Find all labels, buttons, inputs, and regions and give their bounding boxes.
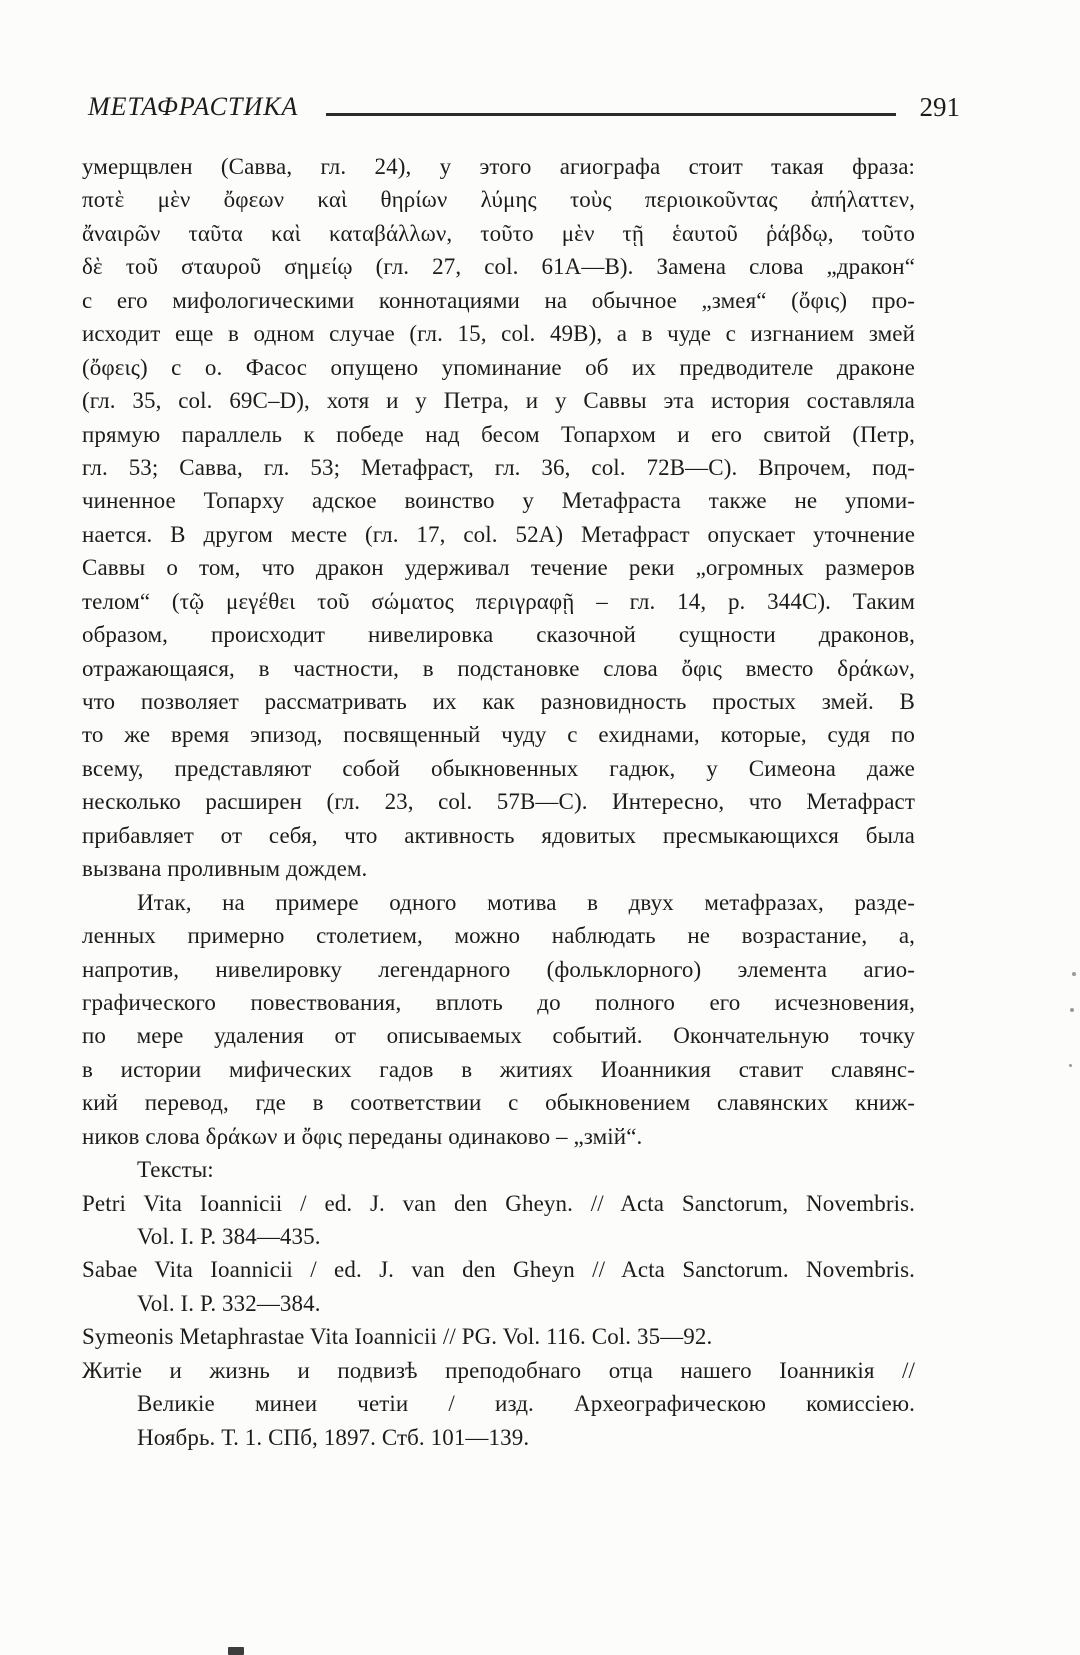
scan-artifact bbox=[228, 1647, 244, 1655]
text-line: ποτὲ μὲν ὄφεων καὶ θηρίων λύμης τοὺς περιοικοῦντας ἀπήλαττεν, bbox=[82, 187, 915, 213]
running-title: МЕТАФРАСТИКА bbox=[88, 92, 299, 121]
text-line: вызвана проливным дождем. bbox=[82, 856, 368, 882]
text-line: отражающаяся, в частности, в подстановке слова ὄφις вместо δράκων, bbox=[82, 655, 915, 681]
text-line: с его мифологическими коннотациями на обычное „змея“ (ὄφις) про- bbox=[82, 287, 915, 313]
text-line: Великіе минеи четіи / изд. Археографическою комиссіею. bbox=[137, 1391, 915, 1417]
page-header bbox=[88, 92, 960, 122]
text-line: гл. 53; Савва, гл. 53; Метафраст, гл. 36, col. 72B—C). Впрочем, под- bbox=[82, 454, 915, 480]
text-line: (ὄφεις) с о. Фасос опущено упоминание об их предводителе драконе bbox=[82, 354, 915, 380]
text-line: графического повествования, вплоть до полного его исчезновения, bbox=[82, 989, 915, 1015]
text-line: ников слова δράκων и ὄφις переданы одинаково – „змій“. bbox=[82, 1123, 643, 1149]
text-line: по мере удаления от описываемых событий. Окончательную точку bbox=[82, 1023, 915, 1049]
text-line: несколько расширен (гл. 23, col. 57B—C). Интересно, что Метафраст bbox=[82, 789, 915, 815]
header-rule bbox=[326, 113, 895, 116]
text-line: чиненное Топарху адское воинство у Метафраста также не упоми- bbox=[82, 488, 915, 514]
scan-speck bbox=[1072, 972, 1076, 976]
text-line: что позволяет рассматривать их как разновидность простых змей. В bbox=[82, 689, 915, 714]
text-line: ленных примерно столетием, можно наблюдать не возрастание, а, bbox=[82, 923, 915, 949]
text-line: нается. В другом месте (гл. 17, col. 52A) Метафраст опускает уточнение bbox=[82, 521, 915, 547]
text-line: кий перевод, где в соответствии с обыкновением славянских книж- bbox=[82, 1090, 915, 1116]
text-line: Итак, на примере одного мотива в двух метафразах, разде- bbox=[137, 889, 915, 915]
page-number: 291 bbox=[919, 92, 960, 122]
body-text bbox=[82, 150, 915, 1454]
text-line: Vol. I. P. 384—435. bbox=[137, 1224, 321, 1249]
scan-speck bbox=[1069, 1064, 1072, 1067]
text-line: в истории мифических гадов в житиях Иоанникия ставит славянс- bbox=[82, 1056, 915, 1082]
text-line: прямую параллель к победе над бесом Топархом и его свитой (Петр, bbox=[82, 421, 915, 447]
text-line: Житіе и жизнь и подвизѣ преподобнаго отца нашего Іоанникія // bbox=[82, 1357, 915, 1383]
text-line: всему, представляют собой обыкновенных гадюк, у Симеона даже bbox=[82, 755, 915, 781]
text-line: δὲ τοῦ σταυροῦ σημείῳ (гл. 27, col. 61A—B). Замена слова „дракон“ bbox=[82, 254, 915, 280]
text-line: (гл. 35, col. 69C–D), хотя и у Петра, и у Саввы эта история составляла bbox=[82, 388, 915, 414]
text-line: исходит еще в одном случае (гл. 15, col. 49B), а в чуде с изгнанием змей bbox=[82, 321, 915, 347]
text-line: умерщвлен (Савва, гл. 24), у этого агиографа стоит такая фраза: bbox=[82, 154, 915, 179]
text-line: то же время эпизод, посвященный чуду с ехиднами, которые, судя по bbox=[82, 722, 915, 748]
text-line: образом, происходит нивелировка сказочной сущности драконов, bbox=[82, 622, 915, 648]
text-line: прибавляет от себя, что активность ядовитых пресмыкающихся была bbox=[82, 822, 915, 848]
text-line: Саввы о том, что дракон удерживал течение реки „огромных размеров bbox=[82, 555, 915, 581]
text-line: Тексты: bbox=[137, 1157, 214, 1183]
scan-speck bbox=[1070, 1008, 1074, 1012]
text-line: ἄναιρῶν ταῦτα καὶ καταβάλλων, τοῦτο μὲν τῇ ἑαυτοῦ ῥάβδῳ, τοῦτο bbox=[82, 220, 915, 246]
text-line: Ноябрь. Т. 1. СПб, 1897. Стб. 101—139. bbox=[137, 1424, 530, 1450]
text-line: Sabae Vita Ioannicii / ed. J. van den Gheyn // Acta Sanctorum. Novembris. bbox=[82, 1257, 915, 1283]
text-line: Vol. I. P. 332—384. bbox=[137, 1290, 321, 1316]
text-line: напротив, нивелировку легендарного (фольклорного) элемента агио- bbox=[82, 956, 915, 982]
text-line: Petri Vita Ioannicii / ed. J. van den Gheyn. // Acta Sanctorum, Novembris. bbox=[82, 1190, 915, 1216]
text-line: телом“ (τῷ μεγέθει τοῦ σώματος περιγραφῇ – гл. 14, p. 344C). Таким bbox=[82, 588, 915, 614]
text-line: Symeonis Metaphrastae Vita Ioannicii // PG. Vol. 116. Col. 35—92. bbox=[82, 1324, 713, 1350]
